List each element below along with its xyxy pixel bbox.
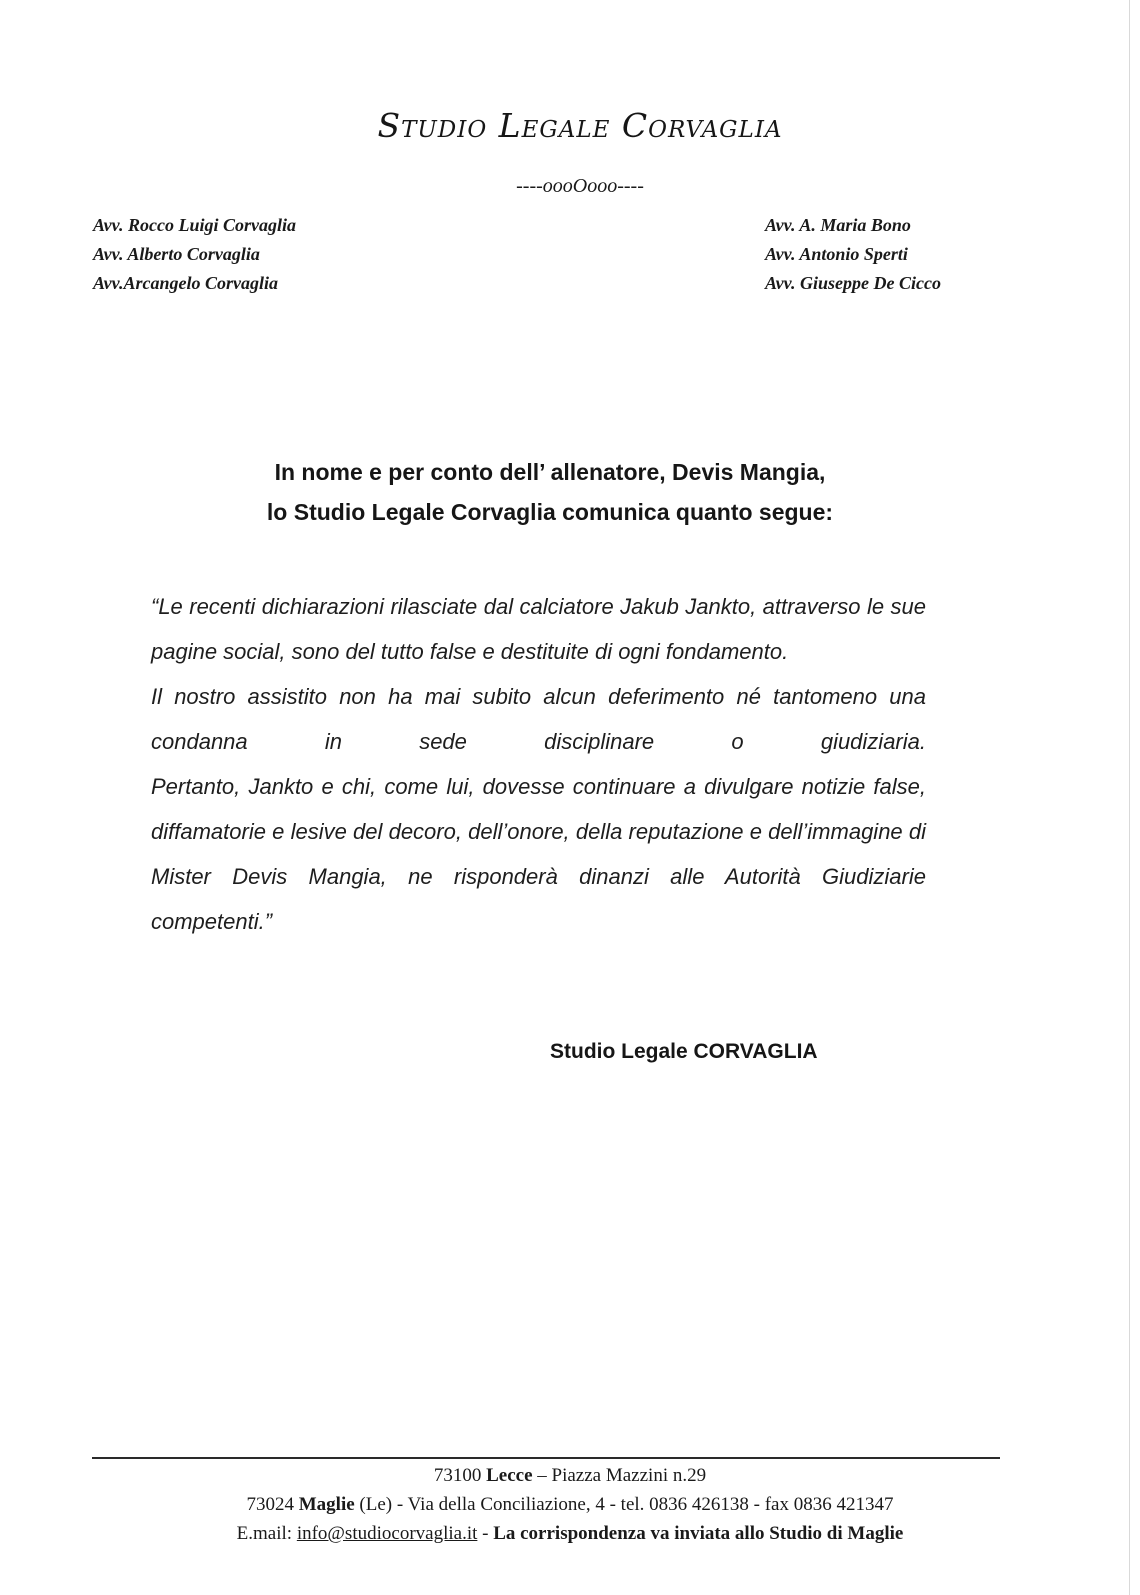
intro-line: In nome e per conto dell’ allenatore, Devis Mangia,: [274, 459, 826, 485]
lecce-address: – Piazza Mazzini n.29: [537, 1465, 707, 1486]
lawyer-name: Avv. Giuseppe De Cicco: [765, 273, 941, 293]
lawyer-name: Avv. Antonio Sperti: [765, 244, 908, 264]
footer-maglie-line: [80, 1490, 1060, 1519]
maglie-city: Maglie: [298, 1494, 355, 1515]
maglie-cap: 73024: [246, 1494, 294, 1515]
lawyer-name: Avv. Rocco Luigi Corvaglia: [93, 215, 296, 235]
ornament-divider: ----oooOooo----: [516, 175, 644, 197]
statement-paragraph: Il nostro assistito non ha mai subito alcun deferimento né tantomeno una condanna in sede disciplinare o giudiziaria.: [151, 684, 926, 754]
scan-edge: [1129, 0, 1130, 1595]
lawyers-left-list: [93, 211, 296, 298]
lecce-city: Lecce: [486, 1465, 533, 1486]
footer-email-line: [80, 1519, 1060, 1548]
email-label: E.mail:: [236, 1523, 293, 1544]
lecce-cap: 73100: [433, 1465, 482, 1486]
statement-paragraph: Pertanto, Jankto e chi, come lui, dovesse continuare a divulgare notizie false, diffamatorie e lesive del decoro, dell’onore, della reputazione e dell’immagine di Mister Devis Mangia, ne risponderà dinanzi alle Autorità Giudiziarie competenti.”: [151, 774, 926, 934]
statement-paragraph: “Le recenti dichiarazioni rilasciate dal calciatore Jakub Jankto, attraverso le sue pagine social, sono del tutto false e destituite di ogni fondamento.: [151, 594, 926, 664]
email-link[interactable]: info@studiocorvaglia.it: [296, 1523, 478, 1544]
correspondence-note: La corrispondenza va inviata allo Studio di Maglie: [493, 1523, 904, 1544]
lawyer-name: Avv. A. Maria Bono: [765, 215, 911, 235]
lawyer-name: Avv. Alberto Corvaglia: [93, 244, 260, 264]
lawyer-name: Avv.Arcangelo Corvaglia: [93, 273, 278, 293]
signature: Studio Legale CORVAGLIA: [550, 1040, 818, 1063]
firm-name: Studio Legale Corvaglia: [377, 106, 783, 145]
intro-line: lo Studio Legale Corvaglia comunica quanto segue:: [266, 499, 834, 525]
footer-lecce-line: [80, 1461, 1060, 1490]
intro-heading: [0, 452, 1100, 532]
email-separator: -: [482, 1523, 489, 1544]
footer: [80, 1461, 1060, 1548]
maglie-address: (Le) - Via della Conciliazione, 4 - tel. 0836 426138 - fax 0836 421347: [359, 1494, 894, 1515]
footer-divider: [92, 1457, 1000, 1459]
statement-body: [151, 584, 926, 944]
lawyers-right-list: [765, 211, 941, 298]
